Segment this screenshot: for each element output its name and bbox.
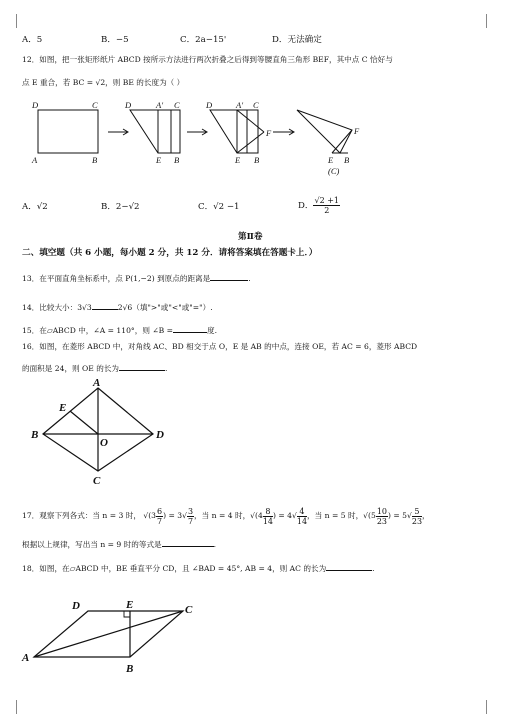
q17-expr3-frac (376, 507, 388, 526)
label-d: D (72, 600, 80, 612)
q12-stem-line2: 点 E 重合，若 BC = √2，则 BE 的长度为（ ） (22, 78, 185, 87)
q17-expr-3: √(5 $\frac{10}{23}$ ) = 5√ $\frac{5}{23}$ (363, 506, 423, 526)
q12-folding-figure (30, 98, 380, 188)
right-angle-mark (124, 611, 130, 617)
q17-expr2-eq: = 4 (278, 511, 293, 520)
fig2-label-a-prime: A' (156, 100, 164, 110)
q13-text: 13．在平面直角坐标系中，点 P(1,−2) 到原点的距离是 (22, 274, 211, 283)
q17-answer-blank (162, 538, 214, 547)
q18-text: 18．如图，在▱ABCD 中，BE 垂直平分 CD，且 ∠BAD = 45°, AB = 4，则 AC 的长为 (22, 564, 327, 573)
q12-option-a: A．√2 (22, 202, 48, 212)
q17-expr2-frac (263, 507, 273, 526)
q17-expr1-int: 3 (151, 511, 157, 520)
q17-expr3-int: 5 (370, 511, 376, 520)
label-c: C (185, 604, 193, 616)
fig4-triangle (297, 110, 352, 153)
q15-answer-blank (173, 324, 207, 333)
q12-option-c: C．√2 −1 (198, 202, 240, 212)
fig4-label-e: E (328, 155, 334, 165)
q11-option-c: C．2a−15' (180, 35, 227, 45)
label-b: B (126, 663, 134, 675)
corner-mark-bottom-left (2, 700, 17, 714)
q17-expr1-den2: 7 (187, 516, 194, 526)
q18-answer-blank (326, 562, 372, 571)
q16-stem-line2: 的面积是 24，则 OE 的长为 . (22, 364, 168, 373)
q18-parallelogram-figure (20, 597, 210, 682)
corner-mark-top-right (486, 14, 501, 28)
fig4-label-f: F (354, 126, 360, 136)
q17-expr2-int: 4 (257, 511, 263, 520)
corner-mark-top-left (2, 14, 17, 28)
q17-expr3-den2: 23 (411, 516, 423, 526)
fig1-label-b: B (92, 155, 98, 165)
fig3-diagonal (237, 110, 264, 132)
label-e: E (59, 402, 67, 414)
segment-oe (70, 411, 98, 434)
q17-expr3-den: 23 (376, 516, 388, 526)
corner-mark-bottom-right (486, 700, 501, 714)
q15-text-end: 度. (207, 326, 218, 335)
q14-text: 14．比较大小：3√3 (22, 303, 92, 312)
q17-expr-2: √(4 $\frac{8}{14}$ ) = 4√ $\frac{4}{14}$ (250, 506, 308, 526)
diagonal-ac (34, 611, 183, 657)
q12-option-d-fraction (313, 196, 340, 215)
fig3-shape (210, 110, 258, 153)
q14-text-end: 2√6（填">"或"<"或"="）. (117, 303, 213, 312)
q12-stem-line1: 12．如图，把一张矩形纸片 ABCD 按所示方法进行两次折叠之后得到等腰直角三角形 BEF，其中点 C 恰好与 (22, 55, 393, 64)
q16-rhombus-figure (28, 376, 178, 486)
fig3-label-e: E (235, 155, 241, 165)
q13-answer-blank (210, 272, 248, 281)
fig3-label-f: F (266, 128, 272, 138)
q17-stem-line1: 17．观察下列各式：当 n = 3 时， √(3 $\frac{6}{7}$ ) = 3√ $\frac{3}{7}$ ，当 n = 4 时，√(4 $\frac{8}{14}$ ) = 4√ $\frac{4}{14}$ ，当 n = 5 时，√(5 $\frac{10}{23}$ ) = 5√ $\frac{5}{23}$ ， (22, 506, 430, 526)
q12-option-d-prefix: D． (298, 201, 314, 211)
q17-expr3-frac2 (412, 507, 422, 526)
fig1-label-a: A (32, 155, 38, 165)
q17-expr1-den: 7 (157, 516, 163, 526)
label-a: A (93, 377, 101, 389)
q17-expr2-den2: 14 (296, 516, 308, 526)
q17-expr3-eq: = 5 (393, 511, 408, 520)
fig2-shape (130, 110, 180, 153)
q17-expr1-num2: 3 (187, 506, 194, 516)
section-fill-in-heading: 二、填空题（共 6 小题，每小题 2 分，共 12 分．请将答案填在答题卡上．） (22, 248, 318, 258)
q11-option-a: A．5 (22, 35, 43, 45)
label-e: E (126, 599, 134, 611)
fig3-label-d: D (206, 100, 213, 110)
q12-option-b: B．2−√2 (101, 202, 140, 212)
fig4-label-b: B (344, 155, 350, 165)
fig2-label-e: E (156, 155, 162, 165)
q17-expr1-frac (156, 507, 163, 526)
q12-option-d (298, 196, 340, 215)
q15-text: 15．在▱ABCD 中，∠A = 110°，则 ∠B = (22, 326, 174, 335)
fig2-label-b: B (174, 155, 180, 165)
fig1-label-c: C (92, 100, 98, 110)
q17-mid2: ，当 n = 5 时， (307, 511, 364, 520)
q13-stem: 13．在平面直角坐标系中，点 P(1,−2) 到原点的距离是 . (22, 274, 251, 283)
fig3-label-a-prime: A' (236, 100, 244, 110)
q16-answer-blank (119, 362, 165, 371)
fig3-label-b: B (254, 155, 260, 165)
fig1-label-d: D (32, 100, 39, 110)
q17-expr3-num2: 5 (412, 507, 422, 517)
q14-stem (22, 301, 213, 313)
q12-option-d-numerator: √2 +1 (314, 196, 340, 205)
q17-prefix: 17．观察下列各式：当 n = 3 时， (22, 511, 141, 520)
q17-expr2-frac2 (297, 507, 307, 526)
q17-text: 根据以上规律，写出当 n = 9 时的等式是 (22, 540, 162, 549)
q16-text: 的面积是 24，则 OE 的长为 (22, 364, 120, 373)
q17-expr2-num: 8 (263, 507, 273, 517)
label-d: D (156, 429, 164, 441)
label-b: B (31, 429, 39, 441)
q17-expr2-num2: 4 (297, 507, 307, 517)
q15-stem (22, 324, 217, 336)
q17-stem-line2: 根据以上规律，写出当 n = 9 时的等式是 . (22, 540, 217, 549)
label-a: A (22, 652, 30, 664)
q17-expr1-num: 6 (157, 506, 163, 516)
q17-expr1-eq: = 3 (168, 511, 183, 520)
q17-expr-1: √(3 $\frac{6}{7}$ ) = 3√ $\frac{3}{7}$ (143, 506, 194, 526)
q17-expr3-num: 10 (376, 506, 388, 516)
fig4-label-c: (C) (328, 166, 340, 176)
fig2-label-d: D (125, 100, 132, 110)
q11-option-b: B．−5 (101, 35, 129, 45)
q14-answer-blank (92, 301, 118, 310)
q16-stem-line1: 16．如图，在菱形 ABCD 中，对角线 AC、BD 相交于点 O，E 是 AB 的中点，连接 OE，若 AC = 6，菱形 ABCD (22, 342, 418, 351)
q12-option-d-denominator: 2 (324, 206, 330, 215)
q17-expr1-frac2 (187, 507, 194, 526)
part-2-title: 第Ⅱ卷 (238, 232, 263, 242)
q11-option-d: D．无法确定 (272, 35, 322, 45)
label-o: O (100, 437, 108, 449)
label-c: C (93, 475, 101, 486)
fig3-label-c: C (253, 100, 259, 110)
q17-mid1: ，当 n = 4 时， (194, 511, 251, 520)
fig3-edge (237, 132, 264, 153)
q18-stem: 18．如图，在▱ABCD 中，BE 垂直平分 CD，且 ∠BAD = 45°, AB = 4，则 AC 的长为 . (22, 564, 375, 573)
q17-expr2-den: 14 (262, 516, 274, 526)
fig2-label-c: C (174, 100, 180, 110)
fig1-rectangle (38, 110, 98, 153)
